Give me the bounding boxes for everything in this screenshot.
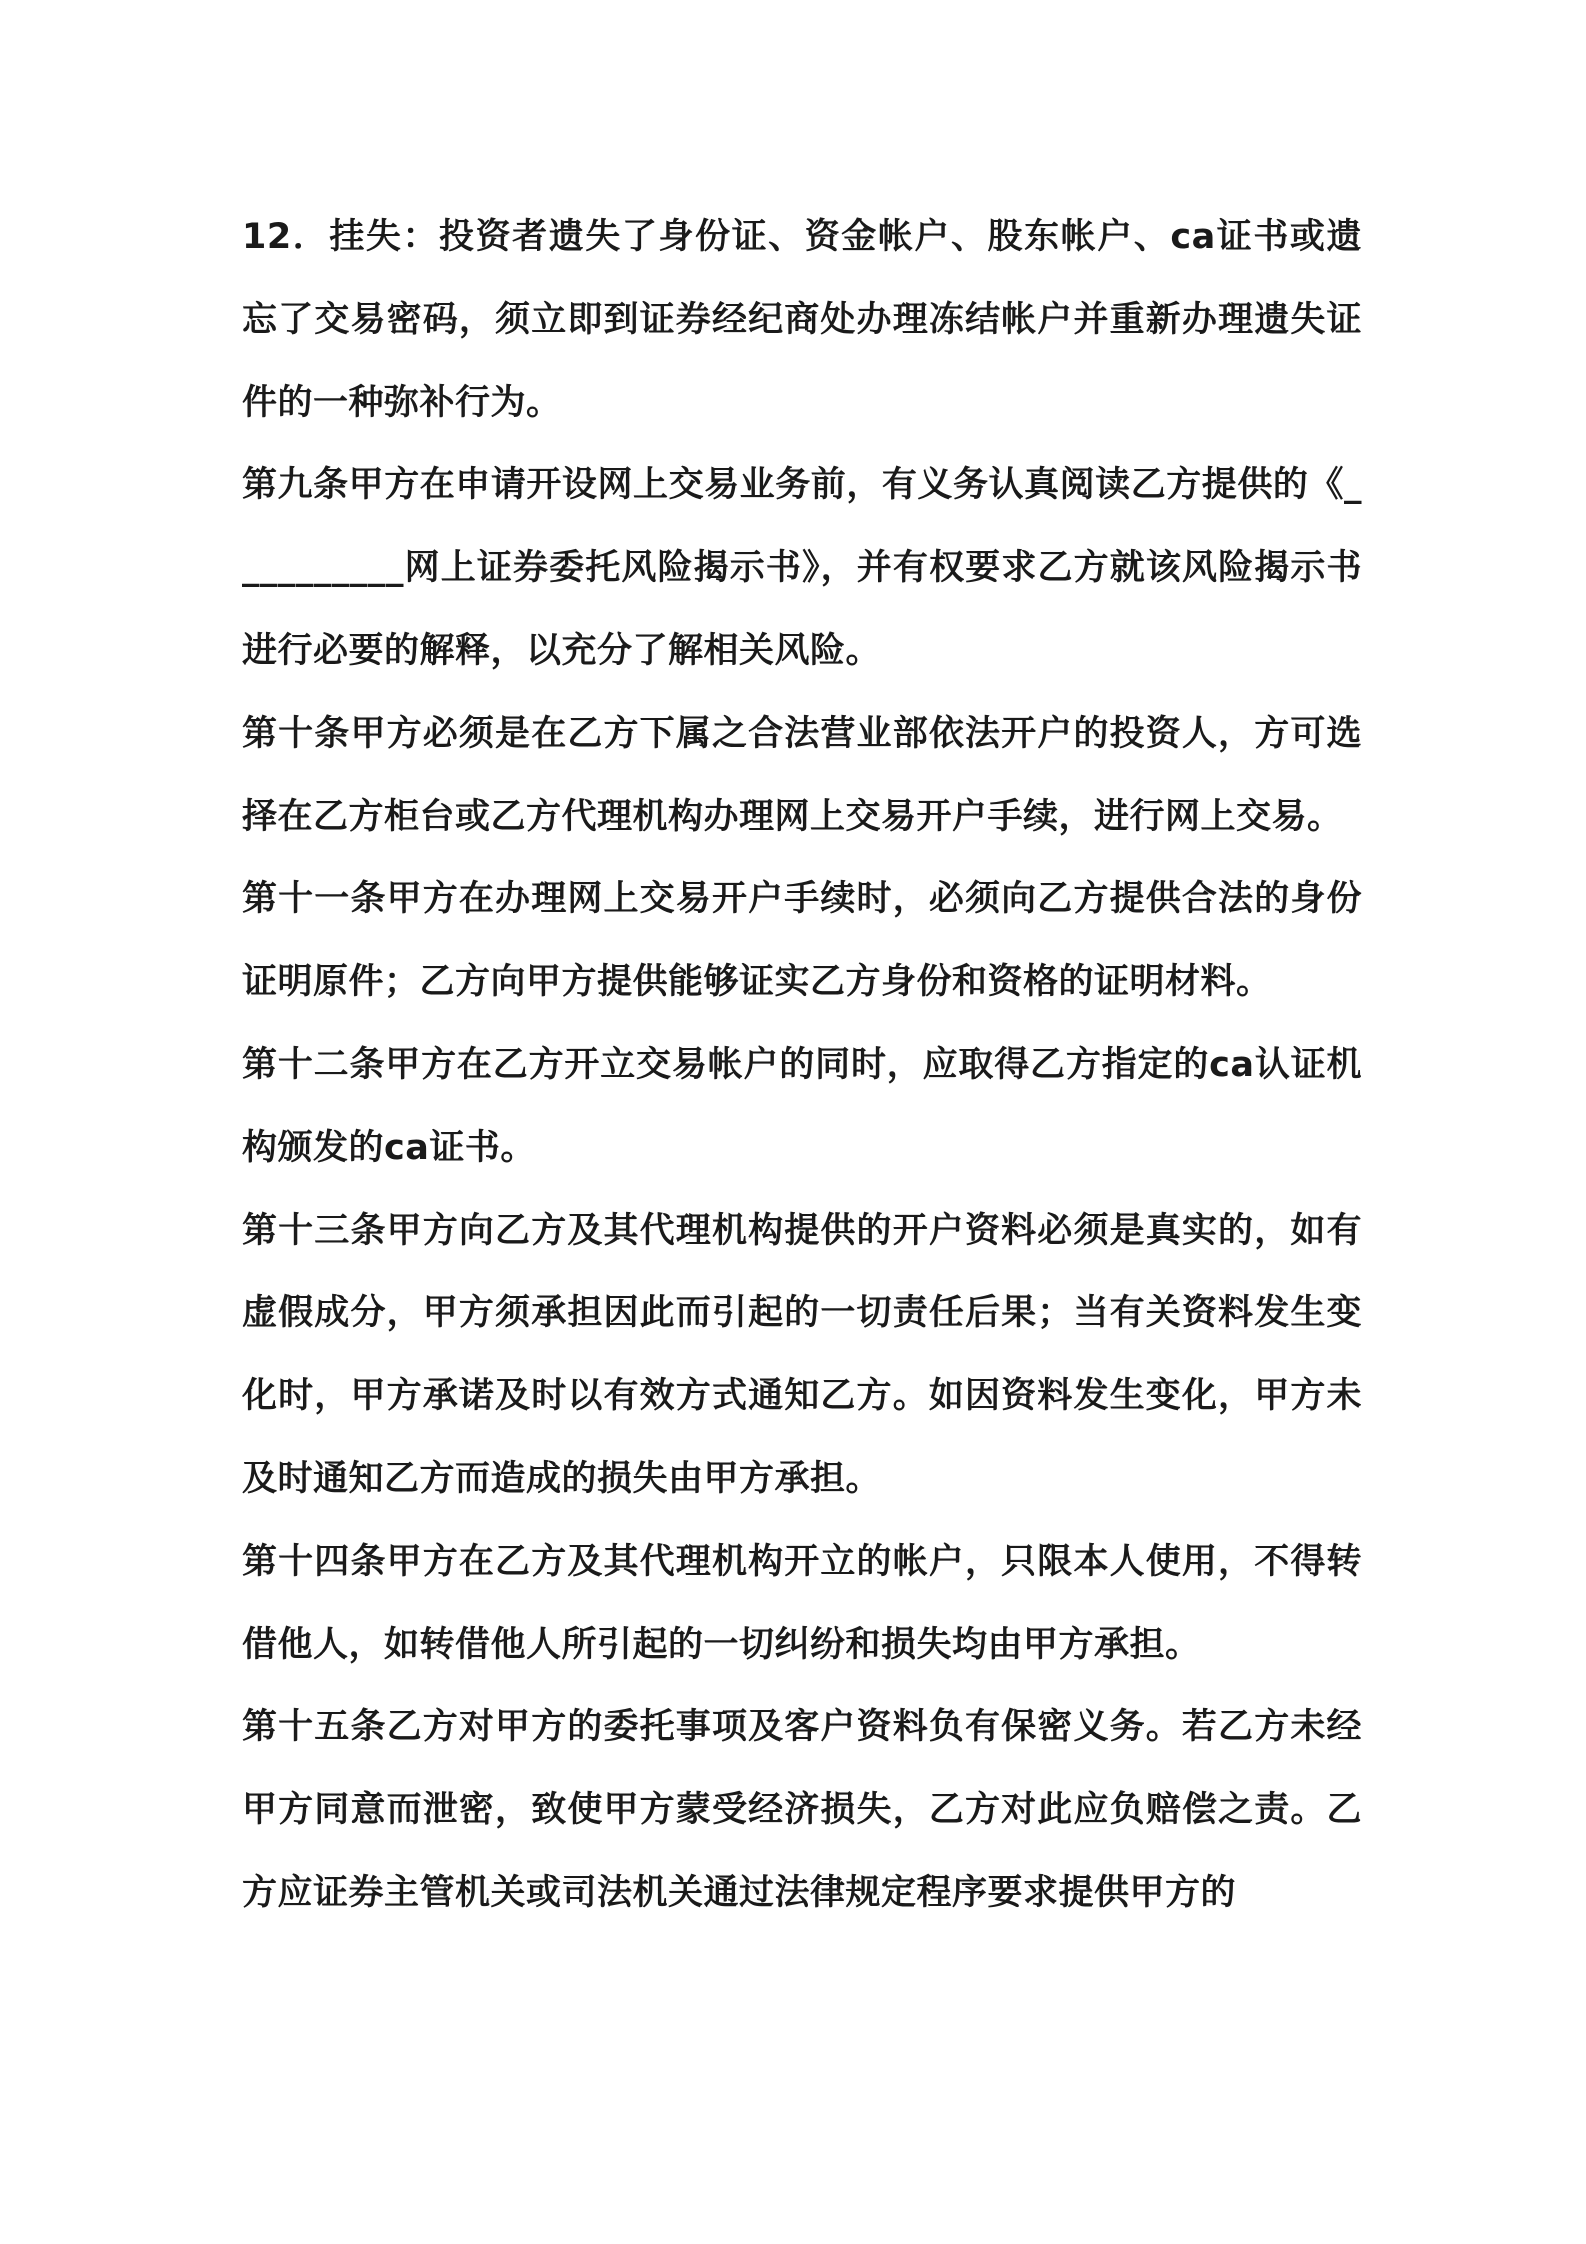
paragraph-clause-12-report-loss: 12．挂失：投资者遗失了身份证、资金帐户、股东帐户、ca证书或遗忘了交易密码，须立即到证券经纪商处办理冻结帐户并重新办理遗失证件的一种弥补行为。 xyxy=(242,217,1362,423)
paragraph-article-14: 第十四条甲方在乙方及其代理机构开立的帐户，只限本人使用，不得转借他人，如转借他人所引起的一切纠纷和损失均由甲方承担。 xyxy=(242,1541,1362,1665)
paragraph-article-11: 第十一条甲方在办理网上交易开户手续时，必须向乙方提供合法的身份证明原件；乙方向甲方提供能够证实乙方身份和资格的证明材料。 xyxy=(242,879,1362,1003)
paragraph-article-9: 第九条甲方在申请开设网上交易业务前，有义务认真阅读乙方提供的《__________网上证券委托风险揭示书》，并有权要求乙方就该风险揭示书进行必要的解释，以充分了解相关风险。 xyxy=(242,465,1362,671)
paragraph-article-13: 第十三条甲方向乙方及其代理机构提供的开户资料必须是真实的，如有虚假成分，甲方须承担因此而引起的一切责任后果；当有关资料发生变化时，甲方承诺及时以有效方式通知乙方。如因资料发生变化，甲方未及时通知乙方而造成的损失由甲方承担。 xyxy=(242,1210,1362,1499)
paragraph-article-15: 第十五条乙方对甲方的委托事项及客户资料负有保密义务。若乙方未经甲方同意而泄密，致使甲方蒙受经济损失，乙方对此应负赔偿之责。乙方应证券主管机关或司法机关通过法律规定程序要求提供甲方的 xyxy=(242,1707,1362,1913)
paragraph-article-10: 第十条甲方必须是在乙方下属之合法营业部依法开户的投资人，方可选择在乙方柜台或乙方代理机构办理网上交易开户手续，进行网上交易。 xyxy=(242,713,1362,837)
document-body xyxy=(242,196,1362,1935)
paragraph-article-12: 第十二条甲方在乙方开立交易帐户的同时，应取得乙方指定的ca认证机构颁发的ca证书。 xyxy=(242,1044,1362,1168)
